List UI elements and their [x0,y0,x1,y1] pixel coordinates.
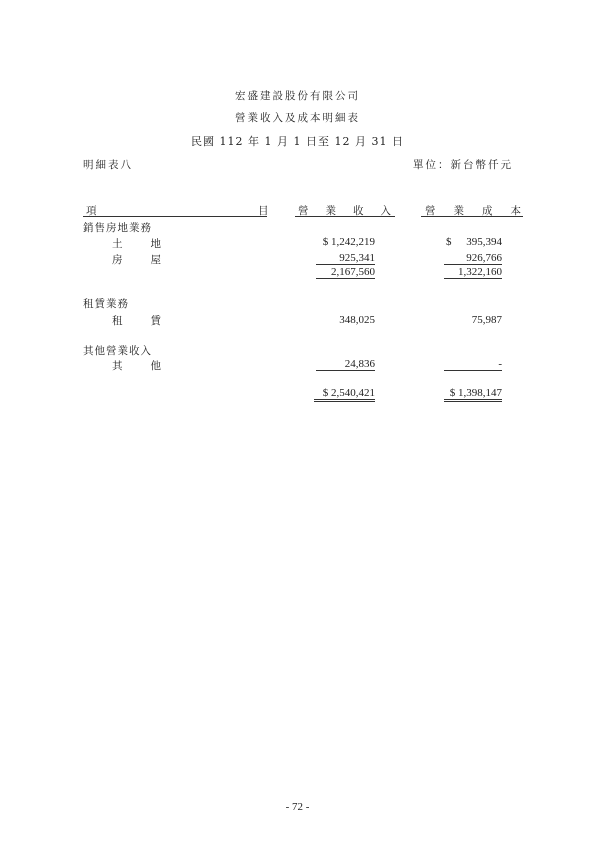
label-char: 租 [112,315,123,327]
building-cost: 926,766 [444,252,502,265]
total-cost: $ 1,398,147 [444,387,502,402]
row-label-other [112,358,161,373]
lease-revenue: 348,025 [339,314,375,326]
row-label-building [112,252,161,267]
label-char: 他 [150,360,161,372]
land-cost: 395,394 [466,236,502,248]
section-title-rental: 租賃業務 [83,298,129,310]
currency-unit: 單位：新台幣仟元 [413,159,513,171]
revenue-header-char: 業 [325,205,336,217]
company-name: 宏盛建設股份有限公司 [235,90,360,102]
cost-header-char: 成 [482,205,493,217]
revenue-header-rule [295,216,395,217]
revenue-header-char: 營 [298,205,309,217]
report-title: 營業收入及成本明細表 [235,112,360,124]
land-cost-symbol: $ [446,236,452,248]
sales-subtotal-cost: 1,322,160 [444,266,502,279]
total-revenue: $ 2,540,421 [314,387,375,402]
label-char: 賃 [150,315,161,327]
column-header-item-right: 目 [258,205,269,217]
other-cost: - [444,358,502,371]
other-revenue: 24,836 [316,358,375,371]
page-number: - 72 - [285,801,310,813]
sales-subtotal-revenue: 2,167,560 [316,266,375,279]
cost-header-char: 營 [425,205,436,217]
item-header-rule [83,216,267,217]
label-char: 地 [150,238,161,250]
revenue-header-char: 收 [353,205,364,217]
section-title-other: 其他營業收入 [83,345,152,357]
building-revenue: 925,341 [316,252,375,265]
column-header-item-left: 項 [86,205,97,217]
section-title-sales: 銷售房地業務 [83,222,152,234]
label-char: 土 [112,238,123,250]
cost-header-char: 業 [453,205,464,217]
report-period: 民國 112 年 1 月 1 日至 12 月 31 日 [191,135,404,148]
row-label-lease [112,313,161,328]
cost-header-rule [421,216,523,217]
label-char: 屋 [150,254,161,266]
label-char: 房 [112,254,123,266]
row-label-land [112,236,161,251]
lease-cost: 75,987 [471,314,502,326]
label-char: 其 [112,360,123,372]
schedule-number: 明細表八 [83,159,133,171]
cost-header-char: 本 [510,205,521,217]
land-revenue: $ 1,242,219 [322,236,375,248]
revenue-header-char: 入 [380,205,391,217]
